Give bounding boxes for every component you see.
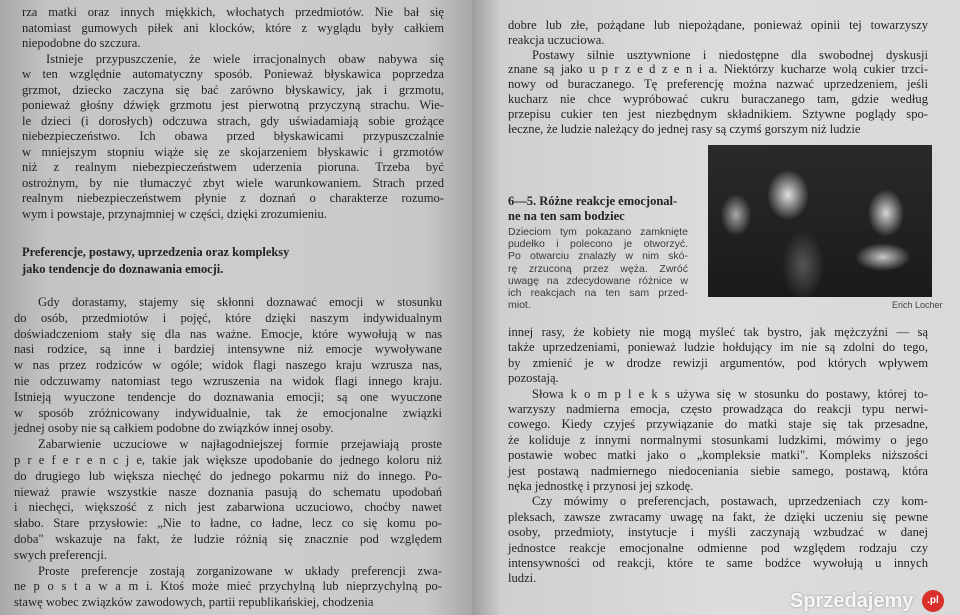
text-line: w mniejszym stopniu wiąże się ze skojarzeniem błyskawic i grzmotów: [22, 144, 444, 159]
text-line: doświadczeniom stały się dla nas ważne. Emocje, które wywołują w nas: [14, 326, 442, 341]
text-line: p r e f e r e n c j e, takie jak większe upodobanie do jednego koloru niż: [14, 453, 442, 467]
text-line: le dzieci (i dorosłych) odczuwa strach, gdy uświadamiają sobie grożące: [22, 113, 444, 128]
text-line: nasi rodzice, są inne i bardziej intensywne niż emocje wywoływane: [14, 342, 442, 357]
text-line: warzyszy nadmierna emocja, często prowadząca do reakcji typu nerwi-: [508, 402, 928, 416]
caption-line: ich reakcjach na ten sam przed-: [508, 287, 688, 299]
text-line: postawie wobec matki jako o „kompleksie matki". Kompleks niższości: [508, 448, 928, 463]
text-line: ostrożnym, by nie tłumaczyć zbyt wiele warunkowaniem. Strach przed: [22, 175, 444, 190]
text-line: Postawy silnie usztywnione i niedostępne dla swobodnej dyskusji: [532, 47, 928, 62]
text-line: nieważ prawie wszystkie nasze doznania pasują do schematu upodobań: [14, 484, 442, 499]
text-line: grzmot, dziecko zaczyna się bać zarówno błyskawicy, jak i grzmotu,: [22, 82, 444, 97]
text-line: jednostce reakcje emocjonalne odmienne pod względem rodzaju czy: [508, 540, 928, 555]
text-line: innej rasy, że kobiety nie mogą myśleć tak bystro, jak mężczyźni — są: [508, 325, 928, 339]
text-line: by zmienić je w drodze rewizji argumentów, pod których wpływem: [508, 355, 928, 370]
figure-title-line-1: 6—5. Różne reakcje emocjonal-: [508, 194, 678, 208]
text-line: pozostają.: [508, 371, 559, 386]
text-line: wym i powstaje, przynajmniej w części, dzięki zrozumieniu.: [22, 206, 327, 221]
text-line: łeczne, że ludzie należący do jednej rasy są czymś gorszym niż ludzie: [508, 121, 861, 136]
text-line: Słowa k o m p l e k s używa się w stosunku do postawy, której to-: [532, 386, 928, 401]
text-line: ludzi.: [508, 571, 537, 586]
text-line: znane są jako u p r z e d z e n i a. Niektórzy kucharze wolą cukier trzci-: [508, 62, 928, 77]
text-line: także uprzedzeniami, ponieważ ludzie hołdujący im nie są zdolni do tego,: [508, 340, 928, 355]
text-line: natomiast gumowych piłek ani klocków, które z wyglądu były całkiem: [22, 20, 444, 35]
caption-line: miot.: [508, 299, 531, 312]
text-line: intensywności od reakcji, które te same bodźce wywołują u innych: [508, 556, 928, 570]
text-line: Istnieje przypuszczenie, że wiele irracjonalnych obaw nabywa się: [46, 51, 444, 66]
text-line: Istnieją wyuczone tendencje do doznawania emocji; są one wyuczone: [14, 389, 442, 404]
caption-line: pudełko i polecono je otworzyć.: [508, 238, 688, 251]
photo-credit: Erich Locher: [892, 300, 943, 310]
caption-line: Dzieciom tym pokazano zamknięte: [508, 226, 688, 238]
right-book-page: [472, 0, 960, 615]
text-line: dobre lub złe, pożądane lub niepożądane, ponieważ opinii tej towarzyszy: [508, 18, 928, 32]
caption-line: Po otwarciu znalazły w nim skó-: [508, 250, 688, 263]
text-line: niebezpieczeństwo. Ich obawa przed błyskawicami przypuszczalnie: [22, 129, 444, 143]
text-line: pleksach, zawsze zwracamy uwagę na fakt, że dzięki uczeniu się pewne: [508, 509, 928, 524]
caption-line: rę zrzuconą przez węża. Zwróć: [508, 262, 688, 275]
watermark-badge: .pl: [922, 590, 944, 612]
text-line: doba" wskazuje na fakt, że ludzie różnią się znacznie pod względem: [14, 532, 442, 546]
text-line: jednej osoby nie są całkiem podobne do związków innej osoby.: [14, 421, 334, 436]
section-heading-line-1: Preferencje, postawy, uprzedzenia oraz kompleksy: [22, 245, 290, 259]
text-line: niepodobne do szczura.: [22, 36, 141, 50]
text-line: Proste preferencje zostają zorganizowane w układy preferencji zwa-: [38, 563, 442, 578]
text-line: ponieważ głośny dźwięk grzmotu jest pierwotną przyczyną strachu. Wie-: [22, 98, 444, 112]
text-line: reakcja uczuciowa.: [508, 32, 605, 47]
text-line: osoby, przedmioty, instytucje i myśli zaczynają wzbudzać w danej: [508, 525, 928, 540]
figure-title-line-2: ne na ten sam bodziec: [508, 209, 625, 223]
children-photo: [708, 145, 932, 297]
text-line: stawę wobec związków zawodowych, partii republikańskiej, chodzenia: [14, 595, 374, 610]
text-line: ne p o s t a w a m i. Ktoś może mieć przychylną lub nieprzychylną po-: [14, 579, 442, 594]
text-line: swych preferencji.: [14, 547, 108, 562]
text-line: że koliduje z innymi normalnymi stosunkami ludzkimi, mówimy o jego: [508, 432, 928, 447]
text-line: słabo. Stare przysłowie: „Nie to ładne, co ładne, lecz co się komu po-: [14, 516, 442, 531]
text-line: realnym niebezpieczeństwem płynie z doznań o charakterze rozumo-: [22, 191, 444, 205]
text-line: nowy od buraczanego. Tę preferencję można nazwać uprzedzeniem, jeśli: [508, 77, 928, 92]
text-line: jest postawą nadmiernego niedoceniania siebie samego, postawą, która: [508, 463, 928, 478]
text-line: Gdy dorastamy, stajemy się skłonni doznawać emocji w stosunku: [38, 295, 442, 309]
caption-line: uwagę na zdecydowane różnice w: [508, 274, 688, 287]
section-heading-line-2: jako tendencje do doznawania emocji.: [22, 262, 224, 276]
text-line: i niechęci, większość z nich jest zabarwiona uczuciowo, choćby nawet: [14, 500, 442, 515]
text-line: Czy mówimy o preferencjach, postawach, uprzedzeniach czy kom-: [532, 494, 928, 509]
text-line: niż z realnym niebezpieczeństwem uderzenia pioruna. Trzeba być: [22, 160, 444, 174]
text-line: w nas przez rodziców w ogóle; widok flagi naszego kraju wzrusza nas,: [14, 358, 442, 373]
text-line: przepisu cukier ten jest niezbędnym składnikiem. Sztywne poglądy spo-: [508, 106, 928, 121]
left-book-page: [0, 0, 472, 615]
text-line: kucharz nie chce wypróbować cukru buraczanego tam, gdzie według: [508, 92, 928, 106]
text-line: nęka jednostkę i przynosi jej szkodę.: [508, 479, 694, 493]
watermark-logo: Sprzedajemy: [790, 590, 914, 612]
text-line: nie odczuwamy natomiast tego wzruszenia na widok flagi innego kraju.: [14, 374, 442, 388]
text-line: cowego. Kiedy czyjeś przywiązanie do matki staje się tak przesadne,: [508, 417, 928, 432]
figure: [472, 0, 960, 320]
text-line: do drugiego lub większa niechęć do jednego pokarmu niż do innego. Po-: [14, 468, 442, 483]
text-line: rza matki oraz innych miękkich, włochatych przedmiotów. Nie bał się: [22, 5, 444, 19]
text-line: w ten względnie automatyczny sposób. Ponieważ błyskawica poprzedza: [22, 67, 444, 81]
text-line: w sposób zróżnicowany indywidualnie, tak że emocjonalne związki: [14, 405, 442, 420]
text-line: do osób, przedmiotów i pojęć, które dzięki naszym indywidualnym: [14, 310, 442, 325]
text-line: Zabarwienie uczuciowe w najłagodniejszej formie przejawiają proste: [38, 437, 442, 452]
